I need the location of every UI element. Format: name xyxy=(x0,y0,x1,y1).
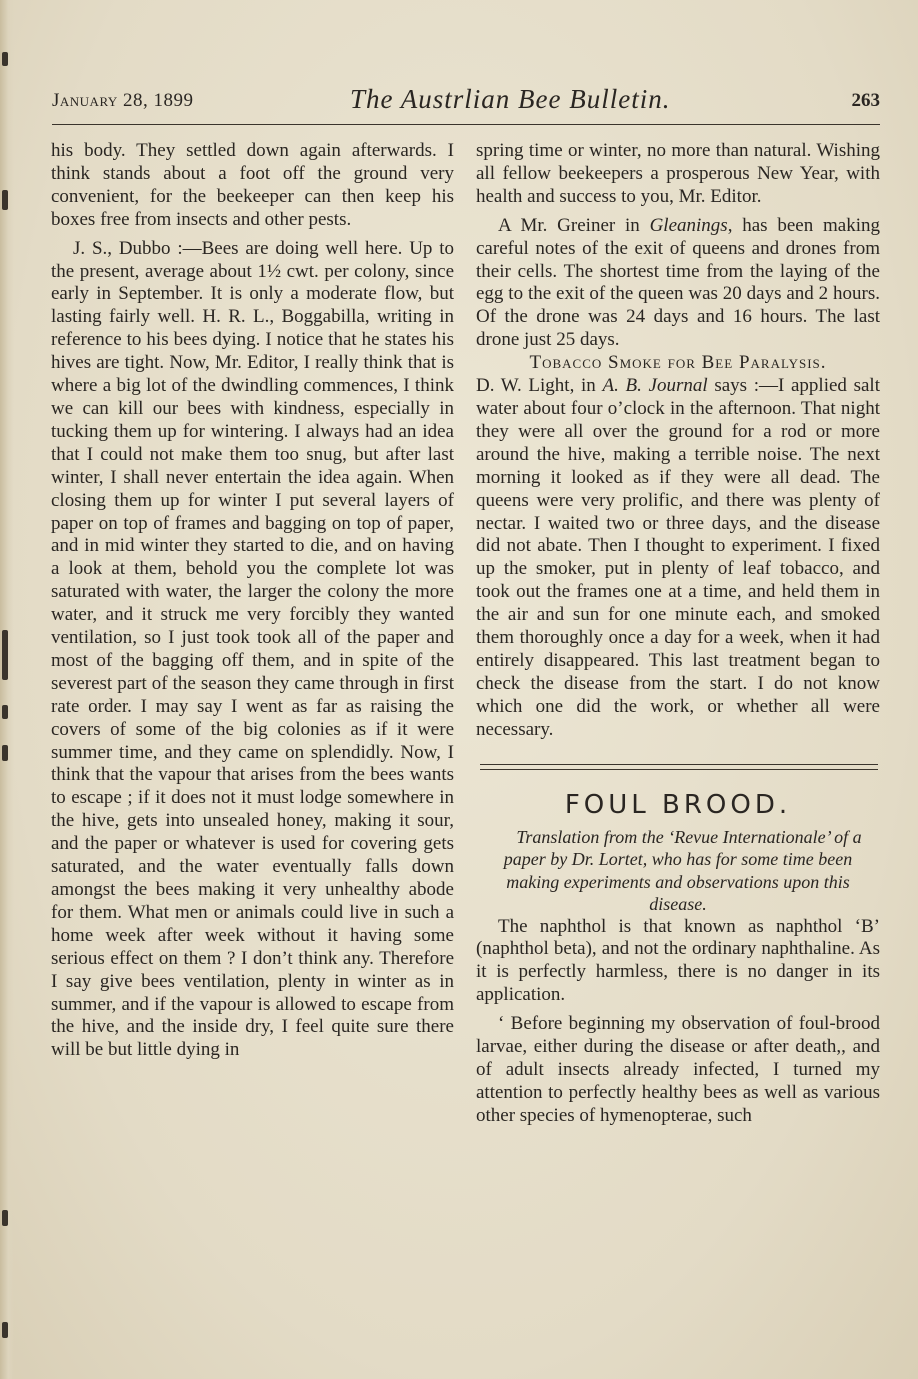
binding-mark xyxy=(2,190,8,210)
paragraph xyxy=(476,375,880,742)
journal-title: The Austrlian Bee Bulletin. xyxy=(350,84,671,114)
issue-date: January 28, 1899 xyxy=(52,90,194,111)
text-run: A Mr. Greiner in xyxy=(498,214,650,236)
binding-mark xyxy=(2,630,8,680)
running-header xyxy=(52,82,882,122)
article-headline: FOUL BROOD. xyxy=(564,789,792,820)
binding-mark xyxy=(2,745,8,761)
text-run: D. W. Light, in xyxy=(476,375,603,397)
text-run: says :—I applied salt water about four o’clock in the afternoon. That night they were all over the ground for a rod or more around the hive, making a terrible noise. The next morning it looked as if they were all dead. The queens were very prolific, and there was plenty of nectar. I waited two or three days, and the disease did not abate. Then I thought to experiment. I fixed up the smoker, put in plenty of leaf tobacco, and took out the frames one at a time, and held them in the air and sun for one minute each, and smoked them thoroughly once a day for a week, when it had entirely disappeared. This last treatment began to check the disease from the start. I do not know which one did the work, or whether all were necessary. xyxy=(476,375,880,740)
binding-mark xyxy=(2,1322,8,1338)
paragraph: spring time or winter, no more than natural. Wishing all fellow beekeepers a prosperous New Year, with health and success to you, Mr. Editor. xyxy=(476,140,880,207)
italic-title: A. B. Journal xyxy=(602,375,708,397)
italic-title: Gleanings xyxy=(649,214,728,236)
paragraph: J. S., Dubbo :—Bees are doing well here. Up to the present, average about 1½ cwt. per colony, since early in September. It is only a moderate flow, but lasting fairly well. H. R. L., Boggabilla, writing in reference to his bees dying. I notice that he states his hives are tight. Now, Mr. Editor, I really think that is where a big lot of the dwindling commences, I think we can kill our bees with kindness, especially in tucking them up for wintering. I always had an idea that I could not make them too snug, but after last winter, I shall never entertain the idea again. When closing them up for winter I put several layers of paper on top of frames and bagging on top of paper, and in mid winter they started to die, and on having a look at them, behold you the complete lot was saturated with water, the larger the colony the more water, and it struck me very forcibly they wanted ventilation, so I just took took all of the paper and most of the bagging off them, and in spite of the severest part of the season they came through in first rate order. I may say I went as far as raising the covers of some of the big colonies as if it were summer time, and they came on splendidly. Now, I think that the vapour that arises from the bees wants to escape ; if it does not it must lodge somewhere in the hive, gets into unsealed honey, making it sour, and the paper or whatever is used for covering gets saturated, and the water eventually falls down amongst the bees making it very unhealthy abode for them. What men or animals could live in such a home week after week without it having some serious effect on them ? I don’t think any. Therefore I say give bees ventilation, plenty in winter as in summer, and if the vapour is allowed to escape from the hive, and the inside dry, I feel quite sure there will be but little dying in xyxy=(51,237,454,1061)
section-divider xyxy=(480,764,878,770)
text-run: , has been making careful notes of the exit of queens and drones from their cells. The shortest time from the laying of the egg to the exit of the queen was 20 days and 2 hours. Of the drone was 24 days and 16 hours. The last drone just 25 days. xyxy=(476,214,880,351)
binding-mark xyxy=(2,705,8,719)
binding-mark xyxy=(2,1210,8,1226)
section-heading: Tobacco Smoke for Bee Paralysis. xyxy=(529,352,827,374)
paragraph: his body. They settled down again afterwards. I think stands about a foot off the ground very convenient, for the beekeeper can then keep his boxes free from insects and other pests. xyxy=(51,140,454,230)
article-subheading: Translation from the ‘Revue Internationale’ of a paper by Dr. Lortet, who has for some time been making experiments and observations upon this disease. xyxy=(503,826,862,915)
header-rule xyxy=(52,124,880,125)
binding-edge xyxy=(0,0,14,1379)
left-column xyxy=(51,140,454,1062)
paragraph: The naphthol is that known as naphthol ‘B’ (naphthol beta), and not the ordinary naphthaline. As it is perfectly harmless, there is no danger in its application. xyxy=(476,915,880,1006)
right-column xyxy=(476,140,880,1128)
paragraph: ‘ Before beginning my observation of foul-brood larvae, either during the disease or after death,, and of adult insects already infected, I turned my attention to perfectly healthy bees as well as various other species of hymenopterae, such xyxy=(476,1013,880,1126)
binding-mark xyxy=(2,52,8,66)
paragraph xyxy=(476,215,880,352)
page-number: 263 xyxy=(851,90,880,111)
